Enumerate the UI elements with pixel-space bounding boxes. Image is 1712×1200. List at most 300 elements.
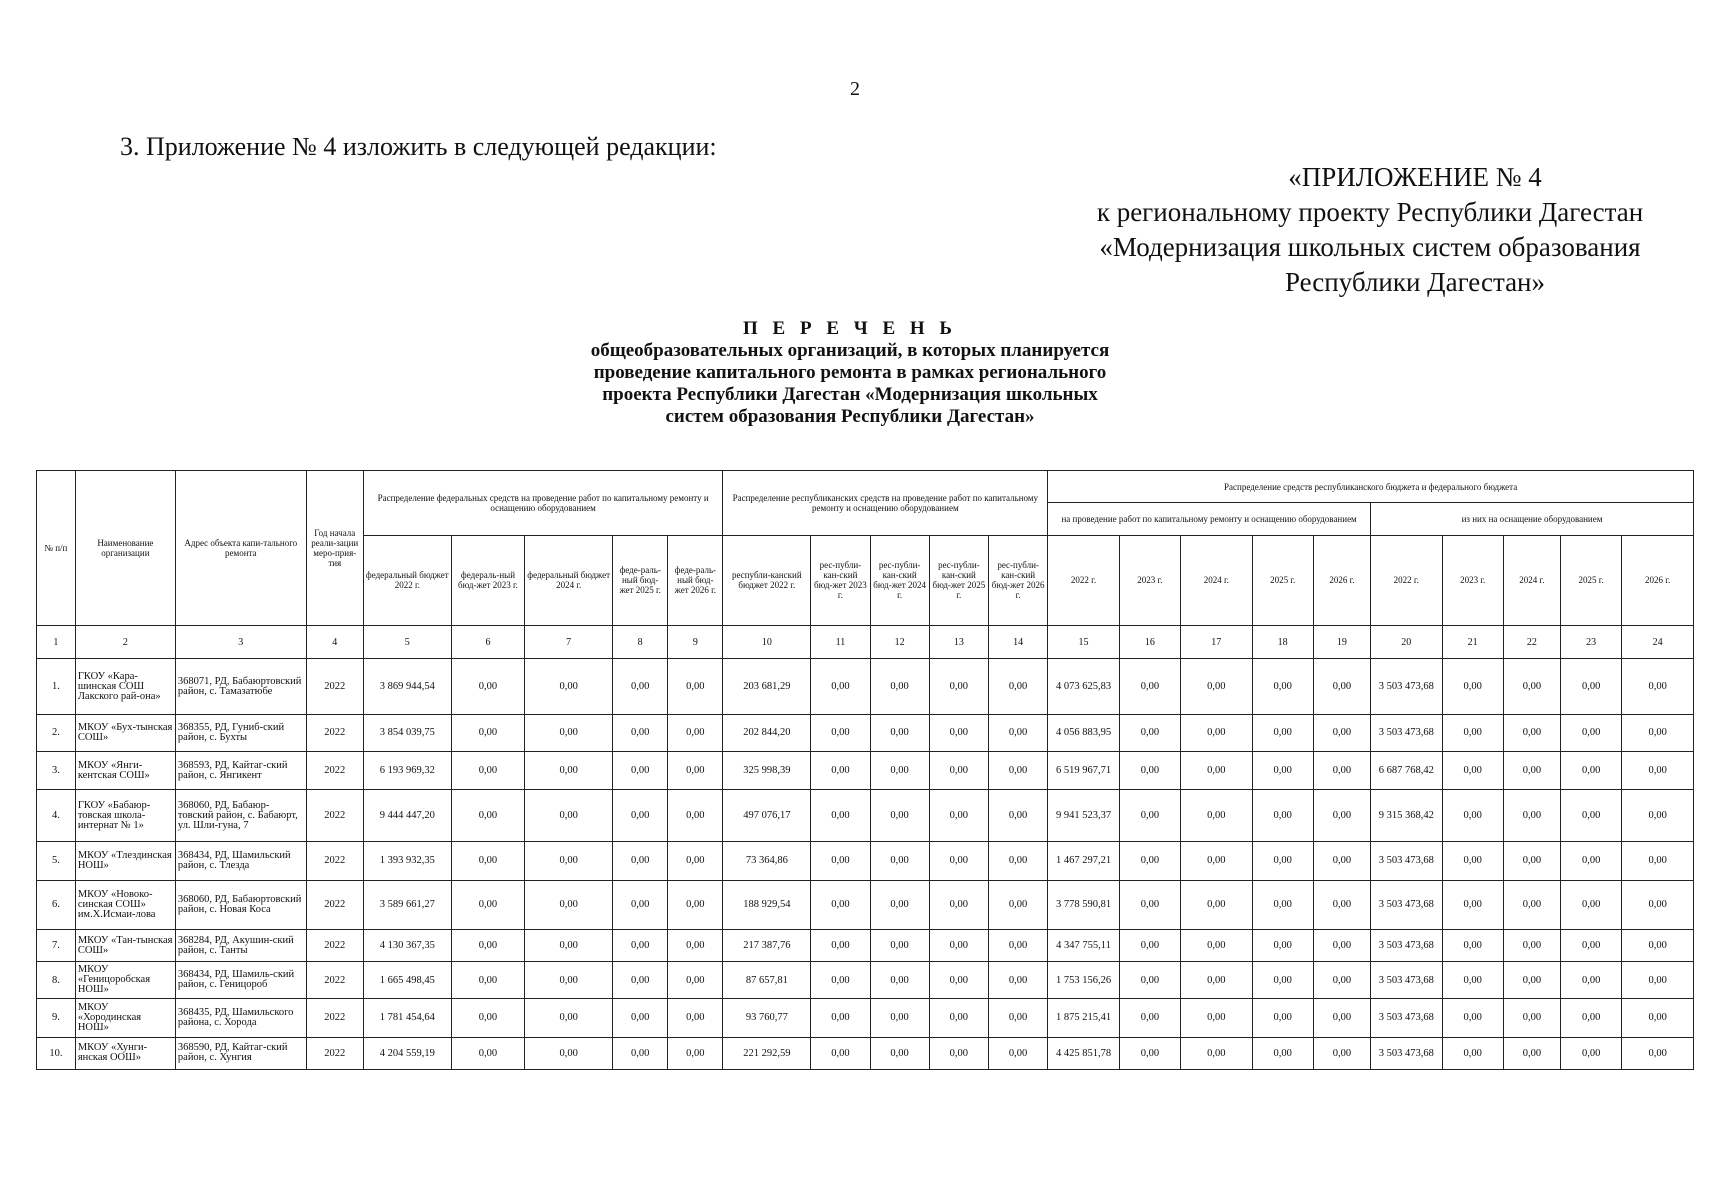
amount-cell: 0,00 [1181,880,1253,929]
amount-cell: 0,00 [1119,751,1180,790]
amount-cell: 0,00 [1503,930,1560,962]
header-repair-year: 2023 г. [1119,535,1180,625]
address-cell: 368590, РД, Кайтаг-ский район, с. Хунгия [175,1037,306,1069]
amount-cell: 0,00 [613,790,668,842]
header-name: Наименование организации [75,471,175,626]
amount-cell: 0,00 [1181,751,1253,790]
amount-cell: 0,00 [1442,962,1503,999]
header-combined-repair: на проведение работ по капитальному ремонту и оснащению оборудованием [1048,503,1371,535]
row-number-cell: 5. [37,841,76,880]
amount-cell: 4 056 883,95 [1048,715,1120,752]
column-number-cell: 14 [988,625,1047,658]
header-num: № п/п [37,471,76,626]
row-number-cell: 1. [37,659,76,715]
amount-cell: 0,00 [1622,880,1694,929]
amount-cell: 0,00 [929,962,988,999]
amount-cell: 0,00 [1622,930,1694,962]
organization-name-cell: ГКОУ «Бабаюр-товская школа-интернат № 1» [75,790,175,842]
amount-cell: 0,00 [988,930,1047,962]
row-number-cell: 7. [37,930,76,962]
column-number-cell: 10 [723,625,811,658]
section-heading: 3. Приложение № 4 изложить в следующей редакции: [120,132,717,161]
amount-cell: 0,00 [1313,1037,1370,1069]
organization-name-cell: МКОУ «Новоко-синская СОШ» им.Х.Исмаи-лова [75,880,175,929]
amount-cell: 3 854 039,75 [363,715,451,752]
column-number-cell: 17 [1181,625,1253,658]
amount-cell: 3 503 473,68 [1371,1037,1443,1069]
amount-cell: 0,00 [1442,790,1503,842]
amount-cell: 0,00 [1119,1037,1180,1069]
amount-cell: 0,00 [1119,715,1180,752]
amount-cell: 87 657,81 [723,962,811,999]
amount-cell: 0,00 [1442,880,1503,929]
table-row [37,751,1694,790]
amount-cell: 0,00 [1503,962,1560,999]
amount-cell: 203 681,29 [723,659,811,715]
amount-cell: 0,00 [1252,962,1313,999]
amount-cell: 0,00 [1313,841,1370,880]
amount-cell: 0,00 [929,659,988,715]
amount-cell: 0,00 [870,790,929,842]
amount-cell: 0,00 [525,998,613,1037]
amount-cell: 0,00 [525,880,613,929]
amount-cell: 0,00 [929,998,988,1037]
column-number-cell: 11 [811,625,870,658]
column-number-cell: 6 [451,625,525,658]
amount-cell: 0,00 [1561,880,1622,929]
amount-cell: 0,00 [525,751,613,790]
amount-cell: 0,00 [1622,841,1694,880]
annex-block [1050,160,1690,300]
amount-cell: 0,00 [870,880,929,929]
amount-cell: 93 760,77 [723,998,811,1037]
amount-cell: 0,00 [811,1037,870,1069]
amount-cell: 4 073 625,83 [1048,659,1120,715]
amount-cell: 3 503 473,68 [1371,962,1443,999]
amount-cell: 0,00 [1442,930,1503,962]
header-federal-group: Распределение федеральных средств на проведение работ по капитальному ремонту и оснащению оборудованием [363,471,723,536]
amount-cell: 0,00 [1561,998,1622,1037]
amount-cell: 0,00 [1503,751,1560,790]
amount-cell: 0,00 [1181,1037,1253,1069]
amount-cell: 0,00 [870,659,929,715]
amount-cell: 0,00 [929,930,988,962]
amount-cell: 0,00 [1442,998,1503,1037]
header-equipment-year: 2025 г. [1561,535,1622,625]
amount-cell: 0,00 [988,751,1047,790]
amount-cell: 0,00 [1442,841,1503,880]
header-republican-year: рес-публи-кан-ский бюд-жет 2026 г. [988,535,1047,625]
amount-cell: 1 467 297,21 [1048,841,1120,880]
amount-cell: 217 387,76 [723,930,811,962]
address-cell: 368435, РД, Шамильского района, с. Хорода [175,998,306,1037]
header-repair-year: 2024 г. [1181,535,1253,625]
amount-cell: 0,00 [988,841,1047,880]
header-combined-group: Распределение средств республиканского бюджета и федерального бюджета [1048,471,1694,503]
amount-cell: 6 193 969,32 [363,751,451,790]
organization-name-cell: ГКОУ «Кара-шинская СОШ Лакского рай-она» [75,659,175,715]
amount-cell: 0,00 [668,998,723,1037]
amount-cell: 0,00 [1561,962,1622,999]
amount-cell: 0,00 [451,715,525,752]
amount-cell: 0,00 [451,998,525,1037]
amount-cell: 0,00 [870,1037,929,1069]
amount-cell: 0,00 [988,962,1047,999]
amount-cell: 0,00 [1561,930,1622,962]
amount-cell: 0,00 [1181,998,1253,1037]
amount-cell: 0,00 [613,841,668,880]
amount-cell: 0,00 [1252,659,1313,715]
amount-cell: 0,00 [811,998,870,1037]
header-federal-year: федеральный бюджет 2024 г. [525,535,613,625]
amount-cell: 0,00 [811,962,870,999]
amount-cell: 3 589 661,27 [363,880,451,929]
amount-cell: 0,00 [988,715,1047,752]
organization-name-cell: МКОУ «Хородинская НОШ» [75,998,175,1037]
amount-cell: 0,00 [1622,715,1694,752]
amount-cell: 3 503 473,68 [1371,715,1443,752]
amount-cell: 0,00 [1561,715,1622,752]
annex-line-1: «ПРИЛОЖЕНИЕ № 4 [1288,162,1542,192]
title-line-2: общеобразовательных организаций, в которых планируется [590,340,1110,361]
address-cell: 368593, РД, Кайтаг-ский район, с. Янгикент [175,751,306,790]
column-numbers-row [37,625,1694,658]
amount-cell: 0,00 [1252,790,1313,842]
table-row [37,715,1694,752]
year-cell: 2022 [306,751,363,790]
amount-cell: 0,00 [613,962,668,999]
amount-cell: 0,00 [451,1037,525,1069]
annex-line-3: «Модернизация школьных систем образования [1099,232,1641,262]
amount-cell: 0,00 [1561,1037,1622,1069]
table-row [37,998,1694,1037]
header-repair-year: 2022 г. [1048,535,1120,625]
schools-table [36,470,1694,1070]
amount-cell: 0,00 [613,880,668,929]
amount-cell: 9 315 368,42 [1371,790,1443,842]
amount-cell: 0,00 [811,790,870,842]
address-cell: 368071, РД, Бабаюртовский район, с. Тамазатюбе [175,659,306,715]
organization-name-cell: МКОУ «Тлездинская НОШ» [75,841,175,880]
amount-cell: 0,00 [1442,751,1503,790]
amount-cell: 0,00 [1503,998,1560,1037]
amount-cell: 0,00 [668,880,723,929]
table-row [37,880,1694,929]
amount-cell: 0,00 [1442,659,1503,715]
amount-cell: 0,00 [1252,1037,1313,1069]
amount-cell: 0,00 [1181,962,1253,999]
amount-cell: 0,00 [525,962,613,999]
table-row [37,659,1694,715]
amount-cell: 0,00 [451,880,525,929]
column-number-cell: 19 [1313,625,1370,658]
amount-cell: 0,00 [668,790,723,842]
column-number-cell: 16 [1119,625,1180,658]
year-cell: 2022 [306,790,363,842]
amount-cell: 0,00 [1252,715,1313,752]
amount-cell: 0,00 [811,751,870,790]
header-republican-year: рес-публи-кан-ский бюд-жет 2023 г. [811,535,870,625]
amount-cell: 0,00 [613,659,668,715]
amount-cell: 0,00 [1181,659,1253,715]
column-number-cell: 3 [175,625,306,658]
amount-cell: 0,00 [929,880,988,929]
header-federal-year: феде-раль-ный бюд-жет 2025 г. [613,535,668,625]
amount-cell: 0,00 [1622,751,1694,790]
amount-cell: 0,00 [1313,751,1370,790]
amount-cell: 0,00 [1119,998,1180,1037]
amount-cell: 0,00 [668,1037,723,1069]
amount-cell: 4 347 755,11 [1048,930,1120,962]
header-equipment-year: 2026 г. [1622,535,1694,625]
amount-cell: 0,00 [870,751,929,790]
header-equipment-year: 2023 г. [1442,535,1503,625]
address-cell: 368060, РД, Бабаюр-товский район, с. Бабаюрт, ул. Шли-гуна, 7 [175,790,306,842]
amount-cell: 0,00 [1119,962,1180,999]
column-number-cell: 23 [1561,625,1622,658]
amount-cell: 0,00 [1252,751,1313,790]
amount-cell: 0,00 [613,930,668,962]
organization-name-cell: МКОУ «Бух-тынская СОШ» [75,715,175,752]
amount-cell: 1 753 156,26 [1048,962,1120,999]
amount-cell: 0,00 [1119,880,1180,929]
amount-cell: 0,00 [988,790,1047,842]
table-row [37,962,1694,999]
amount-cell: 0,00 [451,962,525,999]
amount-cell: 0,00 [870,962,929,999]
amount-cell: 4 130 367,35 [363,930,451,962]
amount-cell: 0,00 [525,659,613,715]
amount-cell: 0,00 [525,841,613,880]
column-number-cell: 8 [613,625,668,658]
column-number-cell: 2 [75,625,175,658]
amount-cell: 0,00 [668,962,723,999]
amount-cell: 0,00 [1181,930,1253,962]
table-body [37,659,1694,1070]
column-number-cell: 7 [525,625,613,658]
address-cell: 368060, РД, Бабаюртовский район, с. Новая Коса [175,880,306,929]
title-line-4: проекта Республики Дагестан «Модернизация школьных [602,384,1098,405]
amount-cell: 221 292,59 [723,1037,811,1069]
amount-cell: 0,00 [668,930,723,962]
amount-cell: 0,00 [1503,841,1560,880]
amount-cell: 0,00 [525,715,613,752]
amount-cell: 0,00 [668,841,723,880]
amount-cell: 0,00 [811,715,870,752]
column-number-cell: 5 [363,625,451,658]
address-cell: 368434, РД, Шамильский район, с. Тлезда [175,841,306,880]
amount-cell: 1 875 215,41 [1048,998,1120,1037]
amount-cell: 1 781 454,64 [363,998,451,1037]
amount-cell: 0,00 [1622,1037,1694,1069]
amount-cell: 0,00 [870,715,929,752]
amount-cell: 188 929,54 [723,880,811,929]
amount-cell: 497 076,17 [723,790,811,842]
amount-cell: 0,00 [525,930,613,962]
amount-cell: 0,00 [1503,1037,1560,1069]
year-cell: 2022 [306,659,363,715]
table-row [37,841,1694,880]
amount-cell: 0,00 [525,790,613,842]
header-federal-year: феде-раль-ный бюд-жет 2026 г. [668,535,723,625]
column-number-cell: 15 [1048,625,1120,658]
amount-cell: 0,00 [1442,1037,1503,1069]
amount-cell: 0,00 [929,1037,988,1069]
amount-cell: 0,00 [1252,998,1313,1037]
organization-name-cell: МКОУ «Геницоробская НОШ» [75,962,175,999]
header-republican-year: рес-публи-кан-ский бюд-жет 2024 г. [870,535,929,625]
table-row [37,930,1694,962]
column-number-cell: 4 [306,625,363,658]
amount-cell: 0,00 [668,659,723,715]
amount-cell: 0,00 [929,790,988,842]
amount-cell: 9 444 447,20 [363,790,451,842]
amount-cell: 0,00 [1503,659,1560,715]
amount-cell: 0,00 [811,880,870,929]
amount-cell: 0,00 [870,930,929,962]
amount-cell: 0,00 [870,998,929,1037]
amount-cell: 0,00 [811,841,870,880]
row-number-cell: 10. [37,1037,76,1069]
header-repair-year: 2026 г. [1313,535,1370,625]
year-cell: 2022 [306,841,363,880]
amount-cell: 0,00 [1119,790,1180,842]
row-number-cell: 6. [37,880,76,929]
header-equipment-year: 2024 г. [1503,535,1560,625]
amount-cell: 0,00 [613,998,668,1037]
amount-cell: 0,00 [988,1037,1047,1069]
amount-cell: 6 687 768,42 [1371,751,1443,790]
header-republican-year: рес-публи-кан-ский бюд-жет 2025 г. [929,535,988,625]
column-number-cell: 18 [1252,625,1313,658]
amount-cell: 0,00 [1561,659,1622,715]
amount-cell: 0,00 [1503,715,1560,752]
amount-cell: 0,00 [811,659,870,715]
header-federal-year: федераль-ный бюд-жет 2023 г. [451,535,525,625]
amount-cell: 1 393 932,35 [363,841,451,880]
amount-cell: 4 425 851,78 [1048,1037,1120,1069]
title-line-5: систем образования Республики Дагестан» [665,406,1035,427]
year-cell: 2022 [306,998,363,1037]
amount-cell: 4 204 559,19 [363,1037,451,1069]
amount-cell: 0,00 [1313,880,1370,929]
header-republican-group: Распределение республиканских средств на проведение работ по капитальному ремонту и оснащению оборудованием [723,471,1048,536]
amount-cell: 6 519 967,71 [1048,751,1120,790]
amount-cell: 3 503 473,68 [1371,930,1443,962]
header-year: Год начала реали-зации меро-прия-тия [306,471,363,626]
amount-cell: 0,00 [613,715,668,752]
table-row [37,790,1694,842]
amount-cell: 0,00 [1313,715,1370,752]
organization-name-cell: МКОУ «Хунги-янская ООШ» [75,1037,175,1069]
amount-cell: 0,00 [613,751,668,790]
amount-cell: 1 665 498,45 [363,962,451,999]
header-republican-year: республи-канский бюджет 2022 г. [723,535,811,625]
amount-cell: 9 941 523,37 [1048,790,1120,842]
amount-cell: 0,00 [1561,751,1622,790]
amount-cell: 0,00 [1561,841,1622,880]
column-number-cell: 1 [37,625,76,658]
amount-cell: 0,00 [1181,715,1253,752]
column-number-cell: 13 [929,625,988,658]
address-cell: 368355, РД, Гуниб-ский район, с. Бухты [175,715,306,752]
header-repair-year: 2025 г. [1252,535,1313,625]
amount-cell: 0,00 [1313,659,1370,715]
amount-cell: 0,00 [668,715,723,752]
amount-cell: 0,00 [668,751,723,790]
header-combined-equipment: из них на оснащение оборудованием [1371,503,1694,535]
header-address: Адрес объекта капи-тального ремонта [175,471,306,626]
amount-cell: 0,00 [525,1037,613,1069]
page-number: 2 [850,78,860,100]
amount-cell: 0,00 [1503,880,1560,929]
amount-cell: 0,00 [1561,790,1622,842]
row-number-cell: 4. [37,790,76,842]
amount-cell: 202 844,20 [723,715,811,752]
amount-cell: 0,00 [613,1037,668,1069]
document-title [480,318,1220,428]
year-cell: 2022 [306,1037,363,1069]
row-number-cell: 9. [37,998,76,1037]
amount-cell: 0,00 [988,880,1047,929]
annex-line-2: к региональному проекту Республики Дагестан [1096,197,1644,227]
column-number-cell: 22 [1503,625,1560,658]
header-federal-year: федеральный бюджет 2022 г. [363,535,451,625]
amount-cell: 0,00 [451,790,525,842]
header-equipment-year: 2022 г. [1371,535,1443,625]
amount-cell: 0,00 [1313,962,1370,999]
amount-cell: 0,00 [988,659,1047,715]
amount-cell: 0,00 [1622,659,1694,715]
amount-cell: 325 998,39 [723,751,811,790]
amount-cell: 0,00 [1181,790,1253,842]
table-row [37,1037,1694,1069]
amount-cell: 0,00 [451,930,525,962]
annex-line-4: Республики Дагестан» [1284,267,1546,297]
amount-cell: 0,00 [1442,715,1503,752]
amount-cell: 3 503 473,68 [1371,880,1443,929]
year-cell: 2022 [306,715,363,752]
amount-cell: 0,00 [1503,790,1560,842]
amount-cell: 0,00 [451,841,525,880]
organization-name-cell: МКОУ «Тан-тынская СОШ» [75,930,175,962]
amount-cell: 3 869 944,54 [363,659,451,715]
amount-cell: 0,00 [929,841,988,880]
amount-cell: 0,00 [1252,841,1313,880]
column-number-cell: 24 [1622,625,1694,658]
amount-cell: 0,00 [1252,880,1313,929]
amount-cell: 0,00 [1622,998,1694,1037]
year-cell: 2022 [306,962,363,999]
amount-cell: 0,00 [451,659,525,715]
amount-cell: 0,00 [451,751,525,790]
address-cell: 368434, РД, Шамиль-ский район, с. Геницороб [175,962,306,999]
amount-cell: 3 503 473,68 [1371,841,1443,880]
amount-cell: 3 778 590,81 [1048,880,1120,929]
year-cell: 2022 [306,930,363,962]
amount-cell: 0,00 [988,998,1047,1037]
amount-cell: 3 503 473,68 [1371,659,1443,715]
amount-cell: 73 364,86 [723,841,811,880]
amount-cell: 0,00 [1181,841,1253,880]
amount-cell: 3 503 473,68 [1371,998,1443,1037]
row-number-cell: 8. [37,962,76,999]
amount-cell: 0,00 [1313,790,1370,842]
amount-cell: 0,00 [1622,962,1694,999]
column-number-cell: 9 [668,625,723,658]
address-cell: 368284, РД, Акушин-ский район, с. Танты [175,930,306,962]
column-number-cell: 21 [1442,625,1503,658]
